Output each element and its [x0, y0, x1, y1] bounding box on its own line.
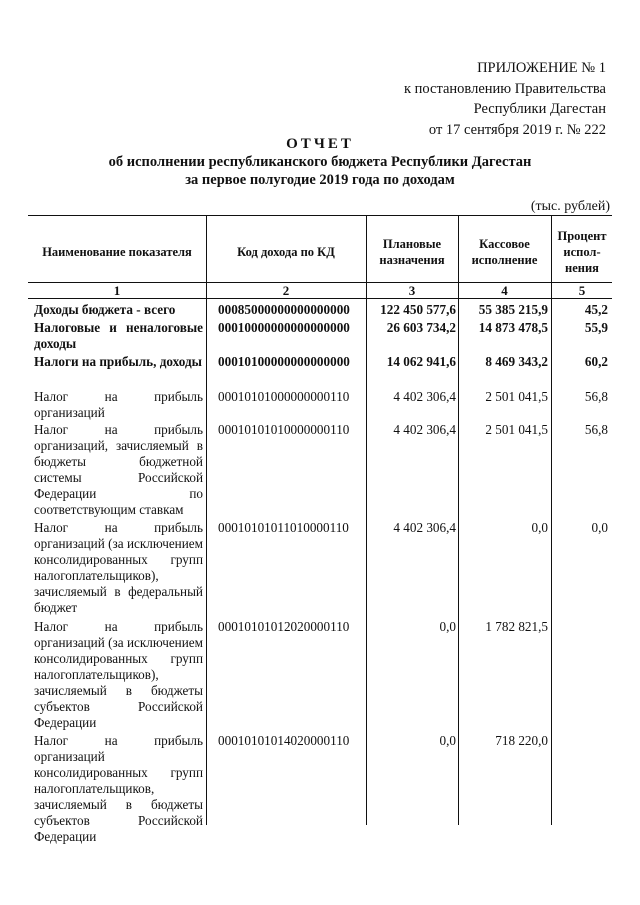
report-title — [0, 135, 640, 189]
appendix-reference: к постановлению Правительства — [404, 80, 606, 97]
row-plan: 4 402 306,4 — [393, 520, 456, 535]
row-code: 00010101010000000110 — [218, 422, 350, 437]
col-number-5: 5 — [578, 283, 586, 298]
header-plan: Плановые назначения — [379, 237, 445, 267]
row-actual: 14 873 478,5 — [478, 320, 548, 335]
row-name: Налог на прибыль организаций (за исключением консолидированных групп налогоплательщиков), зачисляемый в бюджеты субъектов Российской Федерации — [34, 619, 203, 730]
col-number-1: 1 — [113, 283, 121, 298]
row-percent: 55,9 — [584, 320, 608, 335]
row-percent: 60,2 — [584, 354, 608, 369]
row-name: Налоговые и неналоговые доходы — [34, 320, 203, 351]
row-actual: 1 782 821,5 — [485, 619, 548, 634]
row-plan: 14 062 941,6 — [386, 354, 456, 369]
row-plan: 0,0 — [439, 733, 456, 748]
row-percent: 45,2 — [584, 302, 608, 317]
row-actual: 0,0 — [531, 520, 548, 535]
row-plan: 0,0 — [439, 619, 456, 634]
appendix-label: ПРИЛОЖЕНИЕ № 1 — [477, 60, 606, 76]
appendix-region: Республики Дагестан — [473, 101, 606, 117]
table-top-rule — [28, 215, 612, 216]
row-actual: 8 469 343,2 — [485, 354, 548, 369]
col-number-3: 3 — [408, 283, 416, 298]
row-code: 00010000000000000000 — [218, 320, 350, 335]
header-name: Наименование показателя — [42, 245, 192, 259]
row-name: Доходы бюджета - всего — [34, 302, 176, 317]
header-code: Код дохода по КД — [237, 245, 335, 259]
row-code: 00010101014020000110 — [218, 733, 350, 748]
header-actual: Кассовое исполнение — [471, 237, 538, 267]
report-title-subject: об исполнении республиканского бюджета Республики Дагестан — [108, 154, 532, 170]
row-percent: 56,8 — [584, 422, 608, 437]
row-code: 00085000000000000000 — [218, 302, 350, 317]
row-name: Налог на прибыль организаций, зачисляемый в бюджеты бюджетной системы Российской Федерации по соответствующим ставкам — [34, 422, 203, 517]
appendix-date: от 17 сентября 2019 г. № 222 — [428, 121, 606, 138]
row-code: 00010101012020000110 — [218, 619, 350, 634]
header-percent: Процент испол-нения — [557, 229, 607, 275]
row-name: Налог на прибыль организаций — [34, 389, 203, 420]
appendix-block — [404, 58, 606, 140]
row-percent: 0,0 — [591, 520, 608, 535]
report-title-main: ОТЧЕТ — [286, 136, 354, 152]
row-actual: 2 501 041,5 — [485, 422, 548, 437]
row-code: 00010101000000000110 — [218, 389, 350, 404]
row-actual: 718 220,0 — [495, 733, 548, 748]
row-actual: 55 385 215,9 — [478, 302, 548, 317]
row-actual: 2 501 041,5 — [485, 389, 548, 404]
report-title-period: за первое полугодие 2019 года по доходам — [185, 172, 455, 188]
row-code: 00010101011010000110 — [218, 520, 349, 535]
row-code: 00010100000000000000 — [218, 354, 350, 369]
units-label: (тыс. рублей) — [530, 199, 610, 214]
col-number-4: 4 — [501, 283, 508, 298]
row-name: Налог на прибыль организаций консолидированных групп налогоплательщиков, зачисляемый в бюджеты субъектов Российской Федерации — [34, 733, 203, 844]
row-plan: 26 603 734,2 — [386, 320, 456, 335]
row-name: Налоги на прибыль, доходы — [34, 354, 202, 369]
row-name: Налог на прибыль организаций (за исключением консолидированных групп налогоплательщиков), зачисляемый в федеральный бюджет — [34, 520, 203, 615]
row-plan: 4 402 306,4 — [393, 389, 456, 404]
row-plan: 4 402 306,4 — [393, 422, 456, 437]
col-number-2: 2 — [282, 283, 290, 298]
row-percent: 56,8 — [584, 389, 608, 404]
row-plan: 122 450 577,6 — [380, 302, 456, 317]
